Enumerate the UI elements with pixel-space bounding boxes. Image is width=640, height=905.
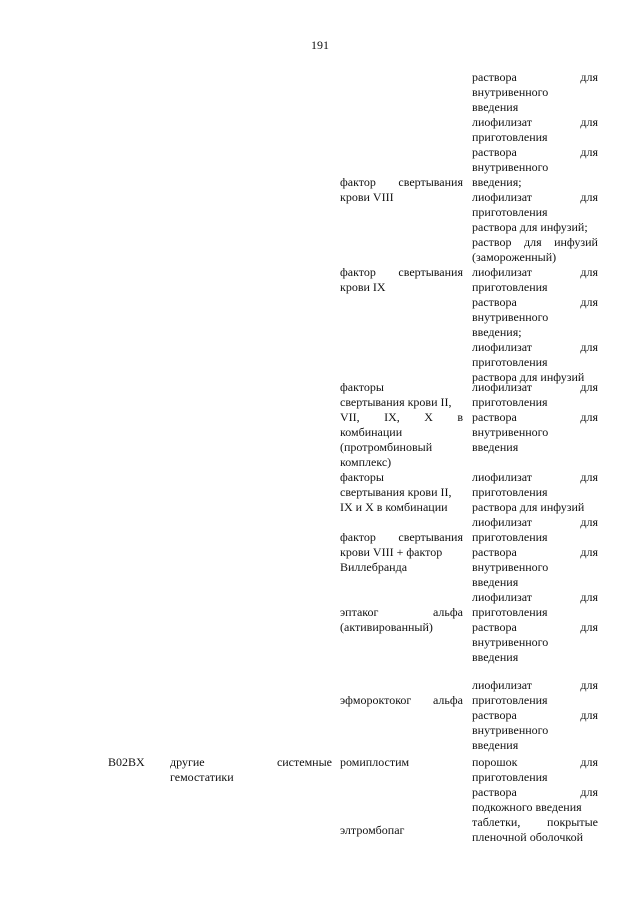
drug-line: [340, 175, 463, 190]
form-line-word: приготовления: [472, 355, 548, 369]
form-line-word: порошок: [472, 755, 518, 769]
form-line-word: приготовления: [472, 280, 548, 294]
drug-line: [340, 280, 463, 295]
form-line: [472, 395, 598, 410]
drug-line: [340, 455, 463, 470]
drug-line-word: факторы: [340, 380, 384, 394]
drug-line-word: эфмороктоког: [340, 693, 412, 707]
dosage-form: [472, 70, 598, 115]
form-line-word: раствора: [472, 145, 517, 159]
drug-line: [340, 500, 463, 515]
drug-line: [340, 265, 463, 280]
drug-name: [340, 823, 463, 838]
form-line-word: внутривенного: [472, 85, 549, 99]
form-line-word: подкожного введения: [472, 800, 582, 814]
drug-line-word: крови VIII: [340, 190, 394, 204]
form-line: [472, 635, 598, 650]
form-line: [472, 70, 598, 85]
form-line-word: приготовления: [472, 530, 548, 544]
drug-name: [340, 693, 463, 708]
form-line: [472, 800, 598, 815]
drug-line: [340, 425, 463, 440]
form-line-word: для: [580, 295, 598, 309]
drug-line-word: комбинации: [340, 425, 403, 439]
page-number: 191: [311, 38, 329, 52]
form-line: [472, 85, 598, 100]
form-line-word: для: [580, 545, 598, 559]
group-line: [170, 755, 332, 770]
form-line-word: введения: [472, 440, 519, 454]
form-line-word: лиофилизат: [472, 470, 533, 484]
form-line-word: раствора: [472, 295, 517, 309]
drug-line: [340, 410, 463, 425]
form-line-word: внутривенного: [472, 560, 549, 574]
form-line: [472, 590, 598, 605]
drug-line-word: альфа: [433, 693, 463, 707]
form-line-word: лиофилизат: [472, 190, 533, 204]
form-line-word: инфузий: [554, 235, 598, 249]
drug-line: [340, 485, 463, 500]
drug-line-word: фактор: [340, 530, 376, 544]
drug-line: [340, 470, 463, 485]
form-line-word: для: [580, 115, 598, 129]
drug-name: [340, 265, 463, 295]
form-line: [472, 410, 598, 425]
form-line-word: для: [580, 708, 598, 722]
drug-line: [340, 530, 463, 545]
form-line: [472, 723, 598, 738]
form-line-word: раствора для инфузий;: [472, 220, 588, 234]
form-line-word: введения: [472, 575, 519, 589]
form-line: [472, 605, 598, 620]
form-line: [472, 678, 598, 693]
form-line-word: для: [580, 678, 598, 692]
form-line-word: для: [580, 190, 598, 204]
form-line: [472, 770, 598, 785]
form-line-word: для: [580, 410, 598, 424]
drug-line: [340, 395, 463, 410]
form-line-word: внутривенного: [472, 310, 549, 324]
form-line: [472, 145, 598, 160]
dosage-form: [472, 470, 598, 515]
form-line-word: приготовления: [472, 770, 548, 784]
drug-line-word: IX,: [384, 410, 400, 424]
drug-line-word: Виллебранда: [340, 560, 408, 574]
form-line-word: для: [580, 785, 598, 799]
form-line-word: для: [580, 340, 598, 354]
form-line-word: раствор: [472, 235, 512, 249]
form-line-word: покрытые: [547, 815, 598, 829]
form-line-word: для: [580, 380, 598, 394]
form-line: [472, 815, 598, 830]
form-line-word: приготовления: [472, 485, 548, 499]
drug-line-word: эптаког: [340, 605, 379, 619]
drug-line-word: VII,: [340, 410, 360, 424]
form-line: [472, 295, 598, 310]
form-line-word: для: [580, 470, 598, 484]
drug-line-word: фактор: [340, 175, 376, 189]
form-line: [472, 100, 598, 115]
form-line: [472, 785, 598, 800]
form-line-word: раствора: [472, 545, 517, 559]
form-line-word: раствора: [472, 785, 517, 799]
form-line-word: для: [580, 265, 598, 279]
form-line: [472, 545, 598, 560]
form-line: [472, 250, 598, 265]
drug-line-word: свертывания: [398, 175, 463, 189]
form-line-word: раствора для инфузий: [472, 500, 585, 514]
form-line-word: пленочной оболочкой: [472, 830, 584, 844]
form-line-word: раствора: [472, 410, 517, 424]
form-line-word: внутривенного: [472, 160, 549, 174]
form-line: [472, 340, 598, 355]
drug-line: [340, 693, 463, 708]
form-line-word: приготовления: [472, 605, 548, 619]
drug-name: [340, 755, 463, 770]
dosage-form: [472, 115, 598, 265]
form-line: [472, 190, 598, 205]
group-line: [170, 770, 332, 785]
drug-line: [340, 823, 463, 838]
form-line-word: лиофилизат: [472, 515, 533, 529]
pharmacological-group: [170, 755, 332, 785]
dosage-form: [472, 590, 598, 665]
form-line-word: лиофилизат: [472, 590, 533, 604]
form-line: [472, 220, 598, 235]
drug-line-word: (активированный): [340, 620, 433, 634]
drug-name: [340, 380, 463, 470]
form-line: [472, 425, 598, 440]
drug-line: [340, 380, 463, 395]
dosage-form: [472, 265, 598, 385]
drug-line-word: свертывания крови II,: [340, 395, 452, 409]
form-line: [472, 205, 598, 220]
form-line-word: приготовления: [472, 205, 548, 219]
form-line-word: для: [580, 590, 598, 604]
form-line: [472, 560, 598, 575]
drug-line-word: крови IX: [340, 280, 386, 294]
form-line-word: для: [580, 755, 598, 769]
form-line: [472, 115, 598, 130]
form-line: [472, 830, 598, 845]
group-line-word: другие: [170, 755, 205, 769]
form-line-word: введения;: [472, 325, 522, 339]
form-line: [472, 575, 598, 590]
form-line: [472, 515, 598, 530]
form-line-word: введения: [472, 100, 519, 114]
dosage-form: [472, 515, 598, 590]
drug-line-word: элтромбопаг: [340, 823, 405, 837]
form-line: [472, 738, 598, 753]
form-line: [472, 500, 598, 515]
drug-line: [340, 190, 463, 205]
form-line-word: лиофилизат: [472, 340, 533, 354]
drug-line-word: ромиплостим: [340, 755, 410, 769]
form-line: [472, 160, 598, 175]
group-line-word: гемостатики: [170, 770, 234, 784]
form-line-word: внутривенного: [472, 635, 549, 649]
dosage-form: [472, 815, 598, 845]
dosage-form: [472, 755, 598, 815]
drug-line-word: альфа: [433, 605, 463, 619]
drug-line: [340, 440, 463, 455]
form-line-word: внутривенного: [472, 723, 549, 737]
drug-name: [340, 530, 463, 575]
form-line-word: приготовления: [472, 395, 548, 409]
drug-line-word: свертывания крови II,: [340, 485, 452, 499]
form-line: [472, 310, 598, 325]
form-line: [472, 693, 598, 708]
atc-code: B02BX: [108, 755, 145, 769]
form-line-word: для: [580, 145, 598, 159]
group-line-word: системные: [276, 755, 332, 769]
form-line-word: раствора: [472, 70, 517, 84]
form-line: [472, 650, 598, 665]
form-line-word: лиофилизат: [472, 380, 533, 394]
form-line-word: внутривенного: [472, 425, 549, 439]
form-line: [472, 620, 598, 635]
form-line: [472, 485, 598, 500]
drug-line: [340, 605, 463, 620]
form-line: [472, 755, 598, 770]
form-line-word: введения;: [472, 175, 522, 189]
drug-line-word: фактор: [340, 265, 376, 279]
drug-line-word: в: [457, 410, 463, 424]
form-line-word: раствора: [472, 708, 517, 722]
form-line-word: приготовления: [472, 130, 548, 144]
form-line-word: введения: [472, 738, 519, 752]
drug-line-word: X: [424, 410, 433, 424]
form-line-word: лиофилизат: [472, 115, 533, 129]
drug-line-word: крови VIII + фактор: [340, 545, 443, 559]
drug-line-word: комплекс): [340, 455, 392, 469]
drug-line-word: свертывания: [398, 530, 463, 544]
form-line-word: приготовления: [472, 693, 548, 707]
form-line-word: таблетки,: [472, 815, 521, 829]
drug-line-word: факторы: [340, 470, 384, 484]
drug-line: [340, 755, 463, 770]
drug-line-word: свертывания: [398, 265, 463, 279]
form-line-word: лиофилизат: [472, 678, 533, 692]
form-line-word: лиофилизат: [472, 265, 533, 279]
drug-line-word: (протромбиновый: [340, 440, 433, 454]
form-line: [472, 175, 598, 190]
form-line: [472, 325, 598, 340]
form-line-word: раствора: [472, 620, 517, 634]
form-line: [472, 530, 598, 545]
form-line-word: раствора для инфузий: [472, 370, 585, 384]
form-line: [472, 380, 598, 395]
drug-name: [340, 470, 463, 515]
form-line: [472, 470, 598, 485]
dosage-form: [472, 678, 598, 753]
form-line: [472, 355, 598, 370]
form-line: [472, 130, 598, 145]
drug-line: [340, 620, 463, 635]
drug-name: [340, 605, 463, 635]
drug-line-word: IX и X в комбинации: [340, 500, 448, 514]
form-line: [472, 235, 598, 250]
drug-line: [340, 560, 463, 575]
form-line-word: для: [580, 70, 598, 84]
form-line: [472, 280, 598, 295]
form-line-word: для: [523, 235, 542, 249]
form-line-word: (замороженный): [472, 250, 557, 264]
form-line-word: для: [580, 515, 598, 529]
drug-line: [340, 545, 463, 560]
dosage-form: [472, 380, 598, 455]
form-line: [472, 265, 598, 280]
form-line: [472, 440, 598, 455]
form-line: [472, 708, 598, 723]
form-line-word: введения: [472, 650, 519, 664]
form-line-word: для: [580, 620, 598, 634]
drug-name: [340, 175, 463, 205]
